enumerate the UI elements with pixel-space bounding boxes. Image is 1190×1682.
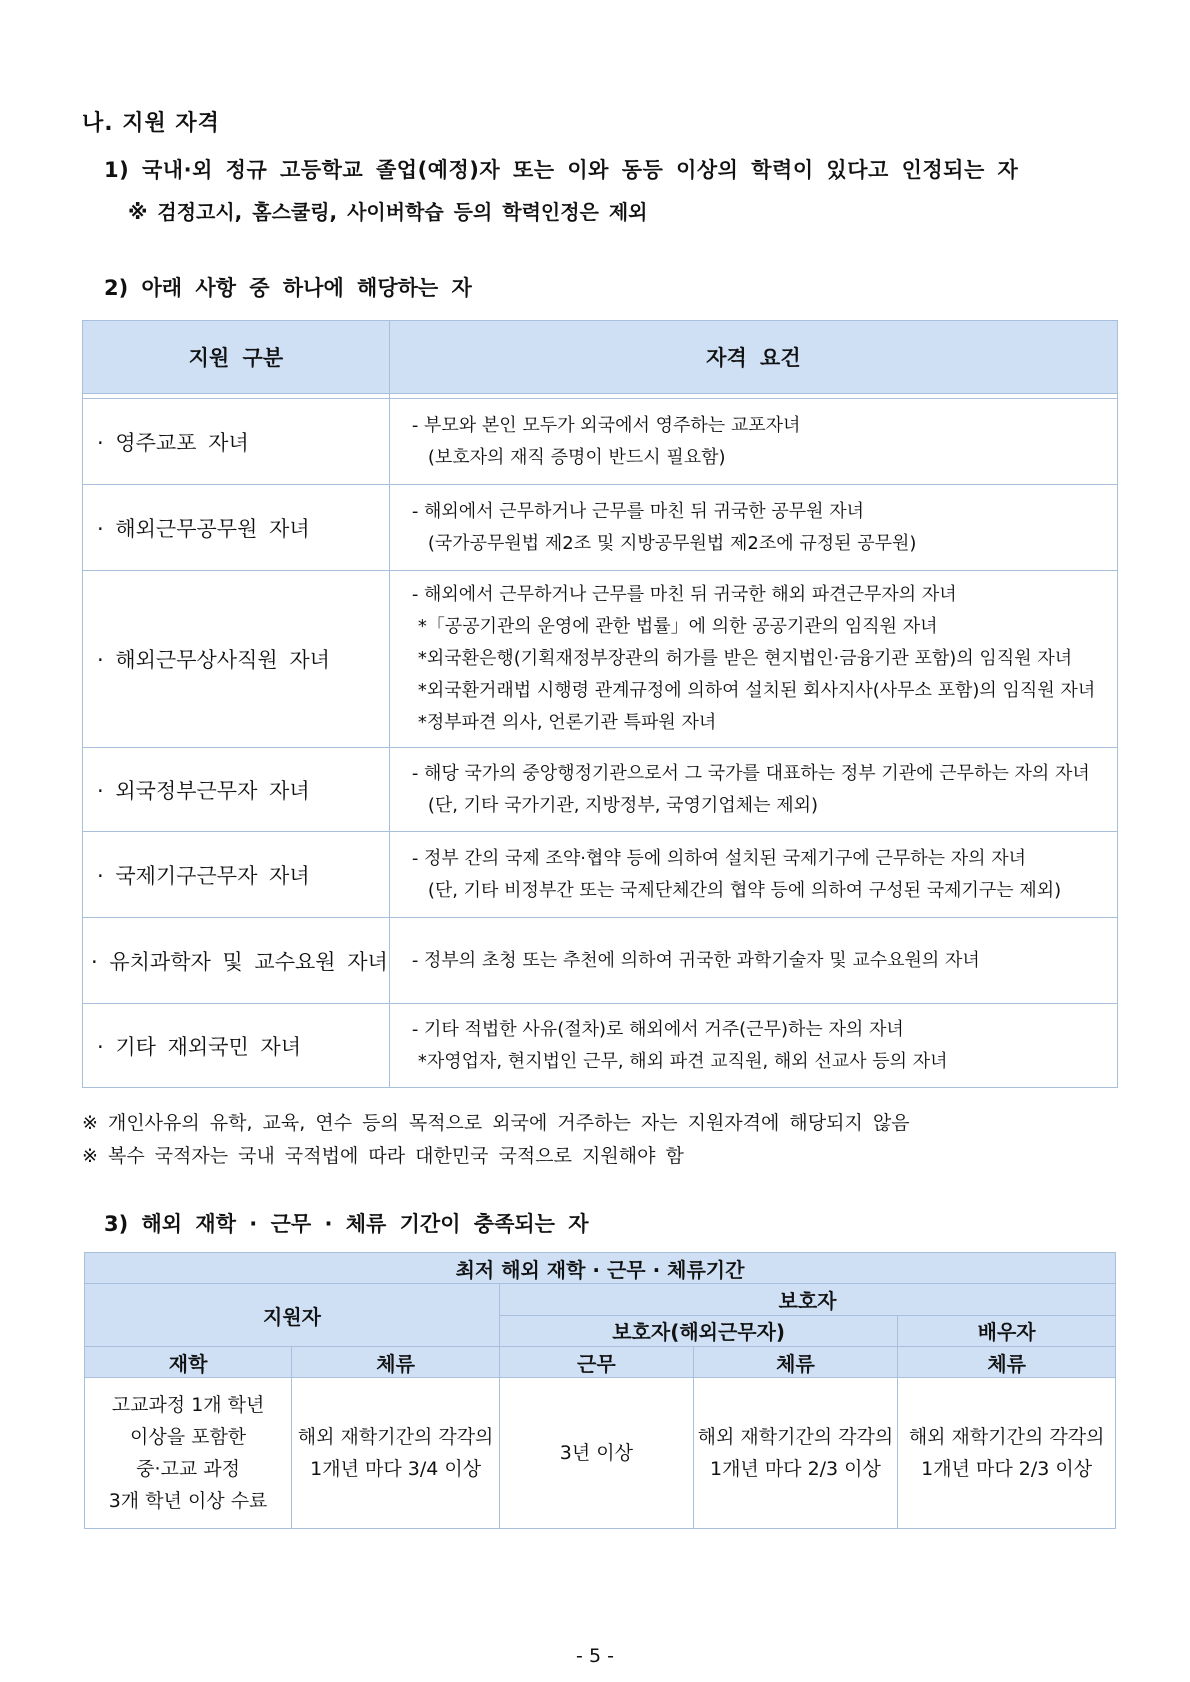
requirement-line: - 해외에서 근무하거나 근무를 마친 뒤 귀국한 공무원 자녀 [411,500,865,522]
col-header: 체류 [292,1347,500,1378]
cell-line: 중·고교 과정 [136,1458,240,1480]
cell-line: 1개년 마다 2/3 이상 [709,1458,881,1480]
table-row [83,485,1118,571]
eligibility-table [82,320,1118,1088]
eligibility-item-3: 3) 해외 재학 · 근무 · 체류 기간이 충족되는 자 [104,1212,589,1236]
row-category: · 해외근무공무원 자녀 [83,485,390,571]
header-requirements: 자격 요건 [389,321,1117,394]
cell-line: 해외 재학기간의 각각의 [297,1426,494,1448]
row-requirements [389,399,1117,485]
cell-line: 이상을 포함한 [129,1426,247,1448]
cell-line: 1개년 마다 3/4 이상 [310,1458,482,1480]
col-header: 재학 [85,1347,292,1378]
requirement-line: - 해당 국가의 중앙행정기관으로서 그 국가를 대표하는 정부 기관에 근무하는 자의 자녀 [411,762,1090,784]
requirement-line: (국가공무원법 제2조 및 지방공무원법 제2조에 규정된 공무원) [427,532,917,554]
period-table [84,1252,1116,1529]
footnote: ※ 복수 국적자는 국내 국적법에 따라 대한민국 국적으로 지원해야 함 [82,1145,684,1167]
page-number: - 5 - [576,1645,614,1667]
table-row [83,748,1118,832]
requirement-line: *외국환은행(기획재정부장관의 허가를 받은 현지법인·금융기관 포함)의 임직원 자녀 [417,648,1073,669]
table-row [83,399,1118,485]
eligibility-item-1: 1) 국내·외 정규 고등학교 졸업(예정)자 또는 이와 동등 이상의 학력이 있다고 인정되는 자 [104,158,1019,182]
applicant-header: 지원자 [85,1284,500,1347]
requirement-line: (단, 기타 국가기관, 지방정부, 국영기업체는 제외) [427,794,819,816]
guardian-overseas-header: 보호자(해외근무자) [500,1315,898,1347]
header-category: 지원 구분 [83,321,390,394]
requirement-line: *자영업자, 현지법인 근무, 해외 파견 교직원, 해외 선교사 등의 자녀 [417,1050,948,1072]
guardian-header: 보호자 [500,1284,1116,1316]
table-row [83,1004,1118,1088]
row-requirements [389,832,1117,918]
spouse-header: 배우자 [898,1315,1116,1347]
cell-guardian-work [500,1378,694,1529]
requirement-line: (단, 기타 비정부간 또는 국제단체간의 협약 등에 의하여 구성된 국제기구는 제외) [427,879,1062,901]
cell-line: 해외 재학기간의 각각의 [908,1426,1105,1448]
period-table-title: 최저 해외 재학 · 근무 · 체류기간 [85,1253,1116,1284]
cell-spouse-stay [898,1378,1116,1529]
cell-study [85,1378,292,1529]
cell-guardian-stay [693,1378,898,1529]
requirement-line: - 기타 적법한 사유(절차)로 해외에서 거주(근무)하는 자의 자녀 [411,1018,904,1040]
requirement-line: *「공공기관의 운영에 관한 법률」에 의한 공공기관의 임직원 자녀 [417,616,938,637]
requirement-line: (보호자의 재직 증명이 반드시 필요함) [427,446,726,468]
row-requirements [389,571,1117,748]
row-requirements [389,485,1117,571]
row-requirements [389,918,1117,1004]
cell-line: 3개 학년 이상 수료 [108,1490,268,1512]
requirement-line: - 해외에서 근무하거나 근무를 마친 뒤 귀국한 해외 파견근무자의 자녀 [411,584,957,605]
col-header: 근무 [500,1347,694,1378]
footnote: ※ 개인사유의 유학, 교육, 연수 등의 목적으로 외국에 거주하는 자는 지원자격에 해당되지 않음 [82,1112,910,1134]
eligibility-item-2: 2) 아래 사항 중 하나에 해당하는 자 [104,276,472,300]
table-row [83,918,1118,1004]
row-category: · 유치과학자 및 교수요원 자녀 [83,918,390,1004]
cell-line: 3년 이상 [559,1442,633,1464]
requirement-line: - 부모와 본인 모두가 외국에서 영주하는 교포자녀 [411,414,801,436]
eligibility-note-1: ※ 검정고시, 홈스쿨링, 사이버학습 등의 학력인정은 제외 [128,200,648,224]
requirement-line: - 정부의 초청 또는 추천에 의하여 귀국한 과학기술자 및 교수요원의 자녀 [411,949,980,971]
col-header: 체류 [693,1347,898,1378]
row-category: · 국제기구근무자 자녀 [83,832,390,918]
requirement-line: *외국환거래법 시행령 관계규정에 의하여 설치된 회사지사(사무소 포함)의 임직원 자녀 [417,680,1096,701]
row-requirements [389,748,1117,832]
col-header: 체류 [898,1347,1116,1378]
cell-line: 고교과정 1개 학년 [111,1394,265,1416]
cell-line: 1개년 마다 2/3 이상 [921,1458,1093,1480]
requirement-line: *정부파견 의사, 언론기관 특파원 자녀 [417,712,717,733]
row-category: · 영주교포 자녀 [83,399,390,485]
table-row [83,571,1118,748]
table-row [83,832,1118,918]
row-requirements [389,1004,1117,1088]
section-title: 나. 지원 자격 [82,111,220,136]
row-category: · 해외근무상사직원 자녀 [83,571,390,748]
table-header-row [83,321,1118,394]
row-category: · 기타 재외국민 자녀 [83,1004,390,1088]
cell-applicant-stay [292,1378,500,1529]
row-category: · 외국정부근무자 자녀 [83,748,390,832]
cell-line: 해외 재학기간의 각각의 [697,1426,894,1448]
requirement-line: - 정부 간의 국제 조약·협약 등에 의하여 설치된 국제기구에 근무하는 자의 자녀 [411,847,1026,869]
